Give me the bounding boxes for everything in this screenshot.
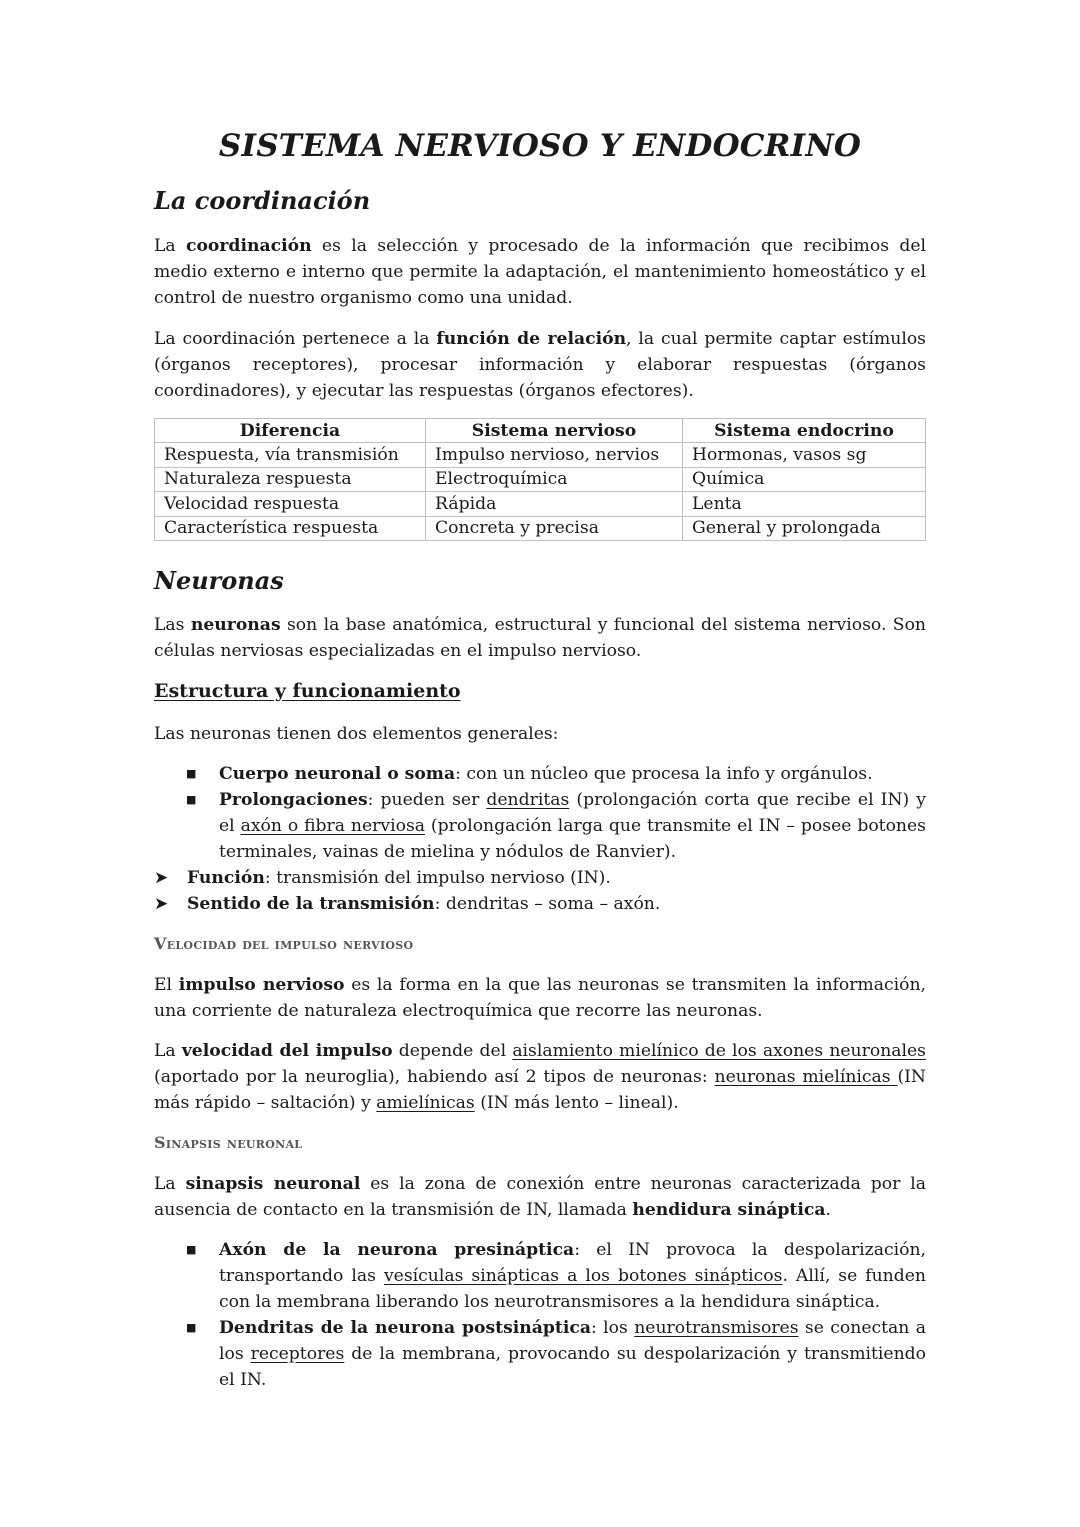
table-cell: Característica respuesta — [155, 516, 426, 540]
list-item: ➤ Función: transmisión del impulso nervioso (IN). — [154, 865, 926, 891]
paragraph-coordinacion-1: La coordinación es la selección y procesado de la información que recibimos del medio externo e interno que permite la adaptación, el mantenimiento homeostático y el control de nuestro organismo como una unidad. — [154, 236, 926, 308]
subsection-heading-velocidad: Velocidad del impulso nervioso — [154, 934, 414, 953]
table-cell: Naturaleza respuesta — [155, 467, 426, 491]
table-cell: Respuesta, vía transmisión — [155, 443, 426, 467]
table-header-cell: Sistema nervioso — [426, 419, 683, 443]
table-row — [155, 443, 926, 467]
list-item: ■ Cuerpo neuronal o soma: con un núcleo que procesa la info y orgánulos. — [154, 761, 926, 787]
table-cell: Concreta y precisa — [426, 516, 683, 540]
bullet-list-estructura — [154, 761, 926, 865]
arrowhead-bullet-icon: ➤ — [154, 868, 169, 888]
table-cell: Rápida — [426, 492, 683, 516]
paragraph-velocidad: La velocidad del impulso depende del aislamiento mielínico de los axones neuronales (aportado por la neuroglia), habiendo así 2 tipos de neuronas: neuronas mielínicas (IN más rápido – saltación) y amielínicas (IN más lento – lineal). — [154, 1041, 926, 1113]
paragraph-sinapsis: La sinapsis neuronal es la zona de conexión entre neuronas caracterizada por la ausencia de contacto en la transmisión de IN, llamada hendidura sináptica. — [154, 1174, 927, 1220]
paragraph-coordinacion-2: La coordinación pertenece a la función de relación, la cual permite captar estímulos (órganos receptores), procesar información y elaborar respuestas (órganos coordinadores), y ejecutar las respuestas (órganos efectores). — [154, 329, 926, 401]
list-item: ■ Dendritas de la neurona postsináptica: los neurotransmisores se conectan a los receptores de la membrana, provocando su despolarización y transmitiendo el IN. — [154, 1315, 926, 1393]
table-cell: Hormonas, vasos sg — [683, 443, 926, 467]
section-heading-neuronas: Neuronas — [154, 566, 284, 595]
table-header-cell: Sistema endocrino — [683, 419, 926, 443]
table-row — [155, 467, 926, 491]
list-item: ■ Prolongaciones: pueden ser dendritas (prolongación corta que recibe el IN) y el axón o fibra nerviosa (prolongación larga que transmite el IN – posee botones terminales, vainas de mielina y nódulos de Ranvier). — [154, 787, 926, 865]
square-bullet-icon: ■ — [186, 1321, 197, 1334]
table-cell: General y prolongada — [683, 516, 926, 540]
document-title: SISTEMA NERVIOSO Y ENDOCRINO — [218, 128, 862, 164]
paragraph-neuronas: Las neuronas son la base anatómica, estructural y funcional del sistema nervioso. Son células nerviosas especializadas en el impulso nervioso. — [154, 615, 926, 661]
subsection-heading-sinapsis: Sinapsis neuronal — [154, 1133, 303, 1152]
list-item: ➤ Sentido de la transmisión: dendritas – soma – axón. — [154, 891, 926, 917]
table-cell: Impulso nervioso, nervios — [426, 443, 683, 467]
table-row — [155, 492, 926, 516]
arrowhead-bullet-icon: ➤ — [154, 894, 169, 914]
bullet-list-sinapsis — [154, 1237, 926, 1393]
table-cell: Lenta — [683, 492, 926, 516]
paragraph-estructura-intro: Las neuronas tienen dos elementos generales: — [154, 724, 559, 744]
table-header-cell: Diferencia — [155, 419, 426, 443]
table-cell: Electroquímica — [426, 467, 683, 491]
table-row — [155, 516, 926, 540]
comparison-table — [154, 418, 926, 541]
subsection-heading-estructura: Estructura y funcionamiento — [154, 680, 461, 702]
square-bullet-icon: ■ — [186, 1243, 197, 1256]
table-cell: Velocidad respuesta — [155, 492, 426, 516]
table-header-row — [155, 419, 926, 443]
arrow-list-estructura — [154, 865, 926, 917]
list-item: ■ Axón de la neurona presináptica: el IN provoca la despolarización, transportando las vesículas sinápticas a los botones sinápticos. Allí, se funden con la membrana liberando los neurotransmisores a la hendidura sináptica. — [154, 1237, 926, 1315]
square-bullet-icon: ■ — [186, 767, 197, 780]
paragraph-impulso: El impulso nervioso es la forma en la que las neuronas se transmiten la información, una corriente de naturaleza electroquímica que recorre las neuronas. — [154, 975, 926, 1021]
table-cell: Química — [683, 467, 926, 491]
section-heading-coordinacion: La coordinación — [154, 186, 371, 215]
square-bullet-icon: ■ — [186, 793, 197, 806]
